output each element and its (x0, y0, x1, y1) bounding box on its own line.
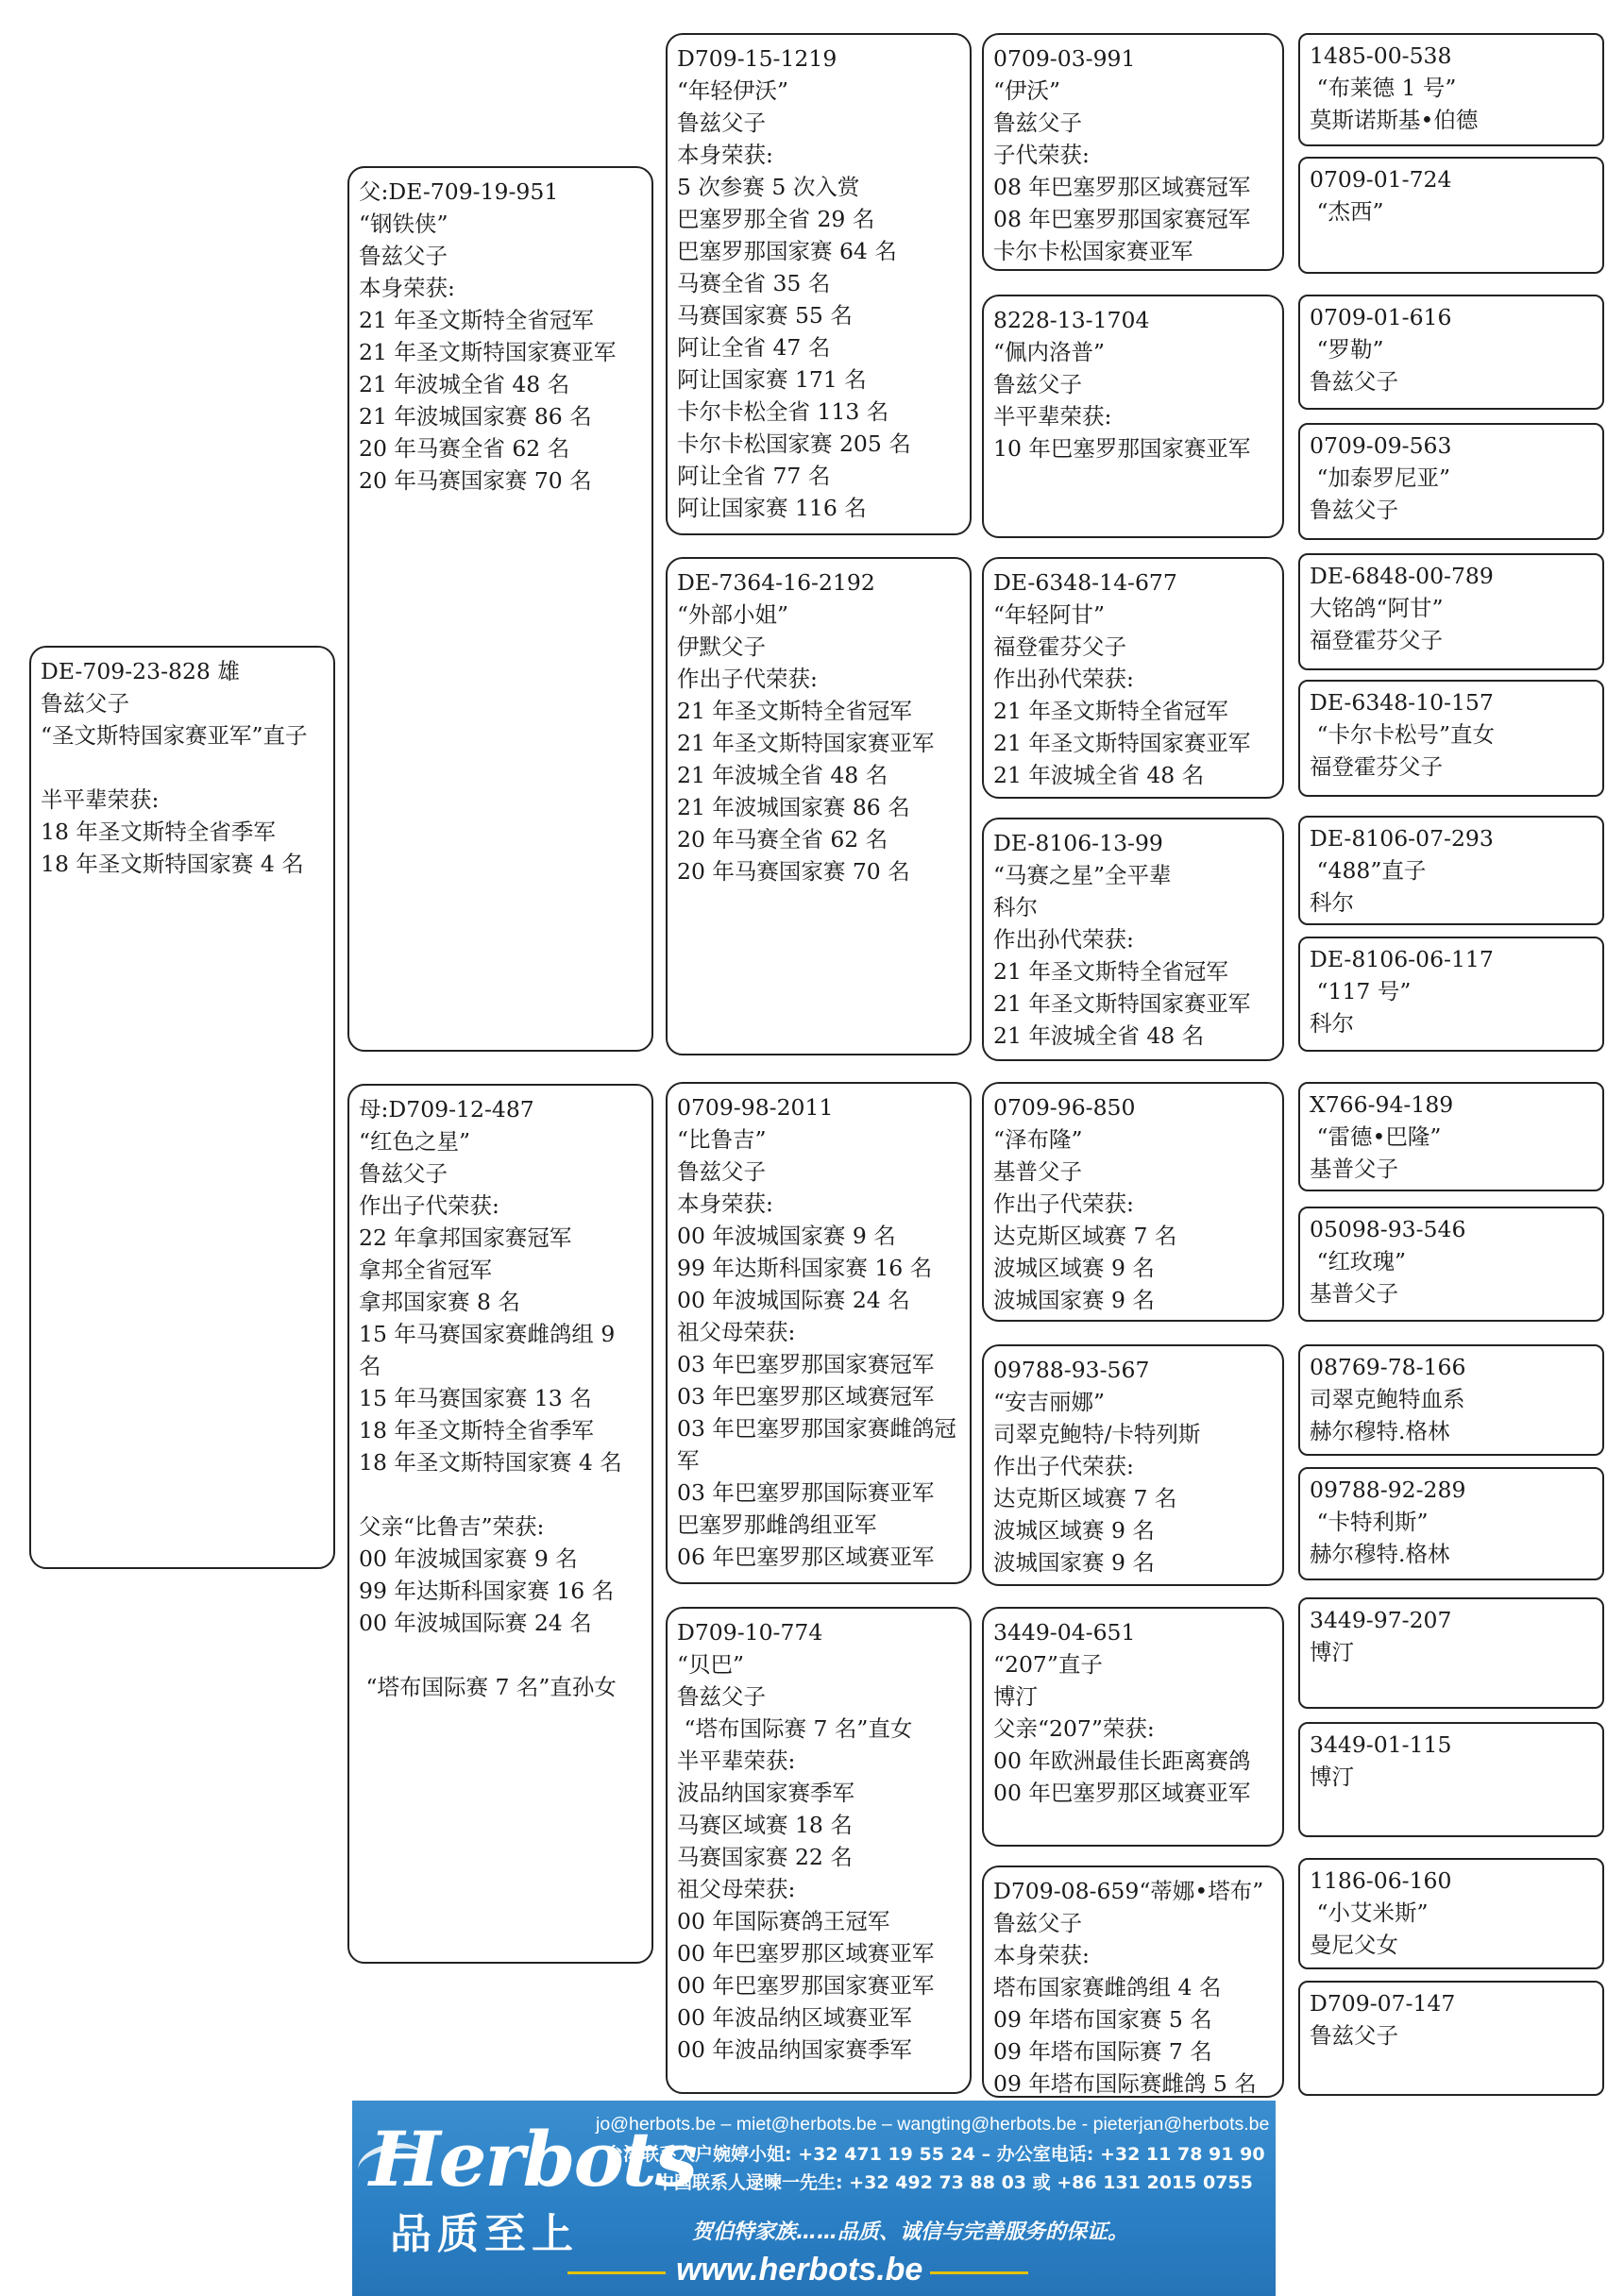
pedigree-gen5-6 (1298, 680, 1604, 797)
pedigree-gen4-4 (982, 818, 1284, 1061)
pedigree-gen4-2 (982, 295, 1284, 538)
pedigree-line: 09 年塔布国际赛雌鸽 5 名 (993, 2070, 1257, 2097)
pedigree-line: 作出孙代荣获: (993, 926, 1134, 953)
pedigree-line: 22 年拿邦国家赛冠军 (359, 1224, 572, 1251)
pedigree-line: 赫尔穆特.格林 (1310, 1418, 1450, 1444)
pedigree-gen4-6 (982, 1344, 1284, 1586)
pedigree-line: D709-10-774 (677, 1619, 823, 1646)
pedigree-gen4-7 (982, 1607, 1284, 1847)
pedigree-gen5-3 (1298, 295, 1604, 410)
pedigree-line: 波城区域赛 9 名 (993, 1517, 1155, 1544)
pedigree-line: 0709-09-563 (1310, 432, 1452, 459)
pedigree-line: 巴塞罗那国家赛 64 名 (677, 238, 897, 264)
pedigree-line: 03 年巴塞罗那国家赛冠军 (677, 1351, 935, 1377)
pedigree-line: 20 年马赛全省 62 名 (359, 435, 570, 462)
pedigree-line: D709-15-1219 (677, 45, 837, 72)
pedigree-line: 作出孙代荣获: (993, 666, 1134, 692)
pedigree-line: DE-6848-00-789 (1310, 563, 1494, 589)
pedigree-line: 塔布国家赛雌鸽组 4 名 (993, 1974, 1222, 2001)
pedigree-line: 阿让全省 47 名 (677, 334, 831, 361)
pedigree-line: 半平辈荣获: (993, 403, 1112, 430)
pedigree-line: “贝巴” (677, 1651, 745, 1678)
pedigree-line: 波品纳国家赛季军 (677, 1780, 854, 1806)
pedigree-gen5-10 (1298, 1207, 1604, 1322)
pedigree-line: 半平辈荣获: (41, 786, 160, 813)
pedigree-line: 20 年马赛国家赛 70 名 (359, 467, 592, 494)
pedigree-line: 鲁兹父子 (1310, 2022, 1398, 2049)
pedigree-line: 鲁兹父子 (1310, 368, 1398, 395)
pedigree-line: 本身荣获: (677, 1190, 773, 1217)
website-link[interactable]: www.herbots.be (676, 2252, 923, 2288)
pedigree-line: D709-07-147 (1310, 1990, 1456, 2017)
pedigree-line: 08 年巴塞罗那国家赛冠军 (993, 206, 1251, 232)
pedigree-gen5-16 (1298, 1981, 1604, 2096)
pedigree-line: 20 年马赛全省 62 名 (677, 826, 888, 853)
pedigree-line: 鲁兹父子 (1310, 497, 1398, 523)
pedigree-line: 21 年圣文斯特全省冠军 (993, 698, 1228, 724)
pedigree-line: “卡尔卡松号”直女 (1310, 721, 1496, 748)
pedigree-line: 21 年波城全省 48 名 (359, 371, 570, 397)
contact-china: 中国联系人逯暕一先生: +32 492 73 88 03 或 +86 131 2015 0755 (656, 2172, 1253, 2193)
pedigree-line: 03 年巴塞罗那国际赛亚军 (677, 1479, 935, 1506)
pedigree-dam-dam (666, 1607, 972, 2094)
pedigree-line: 0709-01-724 (1310, 166, 1452, 193)
pedigree-line: 21 年波城全省 48 名 (993, 1022, 1205, 1049)
pedigree-line: 21 年圣文斯特全省冠军 (359, 307, 594, 333)
pedigree-line: 00 年波城国际赛 24 名 (677, 1287, 910, 1313)
pedigree-line: 鲁兹父子 (993, 371, 1082, 397)
pedigree-line: 本身荣获: (359, 275, 455, 301)
pedigree-line: 阿让国家赛 116 名 (677, 495, 867, 521)
pedigree-line: 21 年圣文斯特国家赛亚军 (677, 730, 935, 756)
pedigree-line: “488”直子 (1310, 857, 1427, 884)
pedigree-line: 鲁兹父子 (677, 1683, 766, 1710)
divider (930, 2271, 1028, 2274)
pedigree-line: 父亲“207”荣获: (993, 1715, 1155, 1742)
pedigree-line: “207”直子 (993, 1651, 1103, 1678)
pedigree-line: “塔布国际赛 7 名”直孙女 (359, 1674, 617, 1700)
pedigree-line: “泽布隆” (993, 1126, 1083, 1153)
tagline: 贺伯特家族……品质、诚信与完善服务的保证。 (692, 2220, 1129, 2244)
pedigree-line: 鲁兹父子 (359, 1160, 448, 1187)
pedigree-line: “马赛之星”全平辈 (993, 862, 1172, 888)
pedigree-line: D709-08-659“蒂娜•塔布” (993, 1878, 1264, 1904)
pedigree-line: DE-7364-16-2192 (677, 569, 875, 596)
pedigree-line: 卡尔卡松全省 113 名 (677, 398, 889, 425)
pedigree-line: DE-8106-06-117 (1310, 946, 1494, 972)
pedigree-gen5-9 (1298, 1082, 1604, 1191)
pedigree-line: 拿邦全省冠军 (359, 1257, 492, 1283)
pedigree-line: “年轻阿甘” (993, 601, 1106, 628)
pedigree-line: 大铭鸽“阿甘” (1310, 595, 1444, 621)
pedigree-gen5-14 (1298, 1722, 1604, 1837)
pedigree-line: 00 年巴塞罗那区域赛亚军 (993, 1780, 1251, 1806)
pedigree-line: 1186-06-160 (1310, 1867, 1452, 1894)
pedigree-line: 21 年波城国家赛 86 名 (359, 403, 592, 430)
pedigree-gen5-15 (1298, 1858, 1604, 1969)
pedigree-line: 08 年巴塞罗那区域赛冠军 (993, 174, 1251, 200)
pedigree-line: “雷德•巴隆” (1310, 1123, 1442, 1150)
pedigree-line: 1485-00-538 (1310, 42, 1452, 69)
pedigree-line: 0709-98-2011 (677, 1094, 834, 1121)
pedigree-dam (347, 1084, 653, 1964)
contact-emails[interactable]: jo@herbots.be – miet@herbots.be – wangting@herbots.be - pieterjan@herbots.be (596, 2114, 1270, 2135)
pedigree-sire (347, 166, 653, 1052)
pedigree-line: “117 号” (1310, 978, 1412, 1004)
pedigree-line: 99 年达斯科国家赛 16 名 (359, 1578, 615, 1604)
pedigree-line: 0709-03-991 (993, 45, 1136, 72)
pedigree-line: 99 年达斯科国家赛 16 名 (677, 1255, 933, 1281)
pedigree-gen5-12 (1298, 1467, 1604, 1580)
pedigree-line: 0709-96-850 (993, 1094, 1136, 1121)
pedigree-line: DE-8106-13-99 (993, 830, 1163, 856)
pedigree-line: 子代荣获: (993, 142, 1090, 168)
pedigree-line: 福登霍芬父子 (993, 633, 1126, 660)
pedigree-line: 本身荣获: (993, 1942, 1090, 1968)
pedigree-line: 博汀 (993, 1683, 1038, 1710)
pedigree-line: 司翠克鲍特/卡特列斯 (993, 1421, 1201, 1447)
pedigree-sire-sire (666, 33, 972, 535)
pedigree-line: 09 年塔布国际赛 7 名 (993, 2038, 1212, 2065)
pedigree-dam-sire (666, 1082, 972, 1584)
pedigree-line: 伊默父子 (677, 633, 766, 660)
pedigree-line: 作出子代荣获: (993, 1453, 1134, 1479)
pedigree-line: 10 年巴塞罗那国家赛亚军 (993, 435, 1251, 462)
pedigree-line: 21 年圣文斯特国家赛亚军 (993, 730, 1251, 756)
pedigree-line: “罗勒” (1310, 336, 1384, 363)
pedigree-line: 阿让全省 77 名 (677, 463, 831, 489)
slogan: 品质至上 (390, 2210, 579, 2258)
pedigree-gen5-8 (1298, 937, 1604, 1052)
pedigree-line: 达克斯区域赛 7 名 (993, 1485, 1177, 1511)
pedigree-line: 21 年波城国家赛 86 名 (677, 794, 910, 820)
pedigree-line: DE-709-23-828 雄 (41, 658, 240, 684)
pedigree-line: “杰西” (1310, 198, 1384, 225)
pedigree-line: 21 年圣文斯特全省冠军 (677, 698, 912, 724)
pedigree-line: 21 年波城全省 48 名 (993, 762, 1205, 788)
pedigree-line: 05098-93-546 (1310, 1216, 1466, 1242)
pedigree-line: 00 年波品纳国家赛季军 (677, 2036, 912, 2063)
pedigree-line: 03 年巴塞罗那国家赛雌鸽冠军 (677, 1415, 956, 1474)
pedigree-line: 00 年波品纳区域赛亚军 (677, 2004, 912, 2031)
pedigree-line: 马赛国家赛 55 名 (677, 302, 853, 329)
pedigree-line: 基普父子 (993, 1158, 1082, 1185)
pedigree-gen4-1 (982, 33, 1284, 271)
pedigree-line: DE-6348-10-157 (1310, 689, 1494, 716)
pedigree-gen4-5 (982, 1082, 1284, 1322)
pedigree-line: “卡特利斯” (1310, 1509, 1429, 1535)
pedigree-line: 作出子代荣获: (993, 1190, 1134, 1217)
pedigree-line: 卡尔卡松国家赛亚军 (993, 238, 1193, 264)
pedigree-line: 00 年巴塞罗那国家赛亚军 (677, 1972, 935, 1999)
pedigree-line: 00 年波城国家赛 9 名 (359, 1545, 578, 1572)
pedigree-line: “佩内洛普” (993, 339, 1106, 365)
pedigree-line: 巴塞罗那雌鸽组亚军 (677, 1511, 877, 1538)
pedigree-line: 半平辈荣获: (677, 1747, 796, 1774)
pedigree-line: 马赛国家赛 22 名 (677, 1844, 853, 1870)
pedigree-line: 福登霍芬父子 (1310, 753, 1443, 780)
pedigree-sire-dam (666, 557, 972, 1055)
pedigree-line: 母:D709-12-487 (359, 1096, 534, 1123)
pedigree-gen4-3 (982, 557, 1284, 799)
pedigree-line: “加泰罗尼亚” (1310, 464, 1451, 491)
pedigree-line: 鲁兹父子 (677, 110, 766, 136)
pedigree-gen5-11 (1298, 1344, 1604, 1456)
pedigree-gen5-5 (1298, 553, 1604, 670)
pedigree-gen5-7 (1298, 816, 1604, 925)
pedigree-line: 卡尔卡松国家赛 205 名 (677, 430, 911, 457)
pedigree-line: 博汀 (1310, 1764, 1354, 1790)
pedigree-line: 司翠克鲍特血系 (1310, 1386, 1465, 1412)
pedigree-line: 5 次参赛 5 次入赏 (677, 174, 860, 200)
pedigree-line: 鲁兹父子 (677, 1158, 766, 1185)
pedigree-line: 曼尼父女 (1310, 1932, 1398, 1958)
pedigree-line: X766-94-189 (1310, 1091, 1454, 1118)
pedigree-line: 08769-78-166 (1310, 1354, 1466, 1380)
pedigree-line: “布莱德 1 号” (1310, 75, 1457, 101)
pedigree-line: 3449-04-651 (993, 1619, 1136, 1646)
pedigree-line: 8228-13-1704 (993, 307, 1150, 333)
pedigree-line: “年轻伊沃” (677, 77, 789, 104)
pedigree-line: 3449-97-207 (1310, 1607, 1452, 1633)
pedigree-line: “圣文斯特国家赛亚军”直子 (41, 722, 308, 749)
pedigree-gen5-2 (1298, 157, 1604, 274)
footer-banner (352, 2101, 1276, 2296)
pedigree-line: DE-8106-07-293 (1310, 825, 1494, 852)
pedigree-line: 博汀 (1310, 1639, 1354, 1665)
pedigree-subject (29, 646, 335, 1569)
pedigree-line: “钢铁侠” (359, 211, 448, 237)
pedigree-line: 09788-93-567 (993, 1357, 1150, 1383)
pedigree-line: 鲁兹父子 (41, 690, 129, 717)
pedigree-line: 00 年国际赛鸽王冠军 (677, 1908, 890, 1934)
pedigree-line: 科尔 (1310, 1010, 1354, 1037)
pedigree-gen5-4 (1298, 423, 1604, 540)
pedigree-line: 03 年巴塞罗那区域赛冠军 (677, 1383, 935, 1410)
pedigree-line: 0709-01-616 (1310, 304, 1452, 330)
pedigree-line: “安吉丽娜” (993, 1389, 1106, 1415)
pedigree-line: 00 年欧洲最佳长距离赛鸽 (993, 1747, 1251, 1774)
pedigree-line: 本身荣获: (677, 142, 773, 168)
contact-taiwan: 台湾联系人户婉婷小姐: +32 471 19 55 24 – 办公室电话: +32 11 78 91 90 (605, 2144, 1265, 2165)
pedigree-line: “小艾米斯” (1310, 1899, 1429, 1926)
pedigree-line: 18 年圣文斯特国家赛 4 名 (359, 1449, 622, 1476)
pedigree-line: 21 年波城全省 48 名 (677, 762, 888, 788)
pedigree-line: “外部小姐” (677, 601, 789, 628)
pedigree-line (41, 751, 324, 784)
pedigree-line: 15 年马赛国家赛 13 名 (359, 1385, 592, 1411)
pedigree-line: “红色之星” (359, 1128, 471, 1155)
pedigree-gen5-1 (1298, 33, 1604, 146)
pedigree-line: 鲁兹父子 (993, 1910, 1082, 1936)
pedigree-line: 巴塞罗那全省 29 名 (677, 206, 875, 232)
pedigree-line: 3449-01-115 (1310, 1731, 1452, 1758)
pedigree-line: 马赛全省 35 名 (677, 270, 831, 296)
pedigree-line: 达克斯区域赛 7 名 (993, 1223, 1177, 1249)
pedigree-line: 作出子代荣获: (359, 1192, 499, 1219)
pedigree-line: 00 年巴塞罗那区域赛亚军 (677, 1940, 935, 1967)
pedigree-line (359, 1478, 642, 1511)
pedigree-line: 拿邦国家赛 8 名 (359, 1289, 520, 1315)
pedigree-line: 科尔 (1310, 889, 1354, 916)
pedigree-line: 马赛区域赛 18 名 (677, 1812, 853, 1838)
pedigree-line: 福登霍芬父子 (1310, 627, 1443, 653)
pedigree-line: DE-6348-14-677 (993, 569, 1177, 596)
pedigree-line: 18 年圣文斯特全省季军 (359, 1417, 594, 1443)
pedigree-line: 21 年圣文斯特国家赛亚军 (359, 339, 617, 365)
pedigree-line: 20 年马赛国家赛 70 名 (677, 858, 910, 885)
pedigree-line: 基普父子 (1310, 1156, 1398, 1182)
pedigree-line: 00 年波城国际赛 24 名 (359, 1610, 592, 1636)
pedigree-line: 21 年圣文斯特国家赛亚军 (993, 990, 1251, 1017)
pedigree-line: 波城国家赛 9 名 (993, 1549, 1155, 1576)
pedigree-line: 莫斯诺斯基•伯德 (1310, 107, 1479, 133)
pedigree-line: 15 年马赛国家赛雌鸽组 9 名 (359, 1321, 622, 1379)
pedigree-line: 06 年巴塞罗那区域赛亚军 (677, 1544, 935, 1570)
pedigree-line: 父:DE-709-19-951 (359, 178, 559, 205)
pedigree-line: 赫尔穆特.格林 (1310, 1541, 1450, 1567)
pedigree-line: 基普父子 (1310, 1280, 1398, 1307)
pedigree-line: 鲁兹父子 (359, 243, 448, 269)
pedigree-line: 阿让国家赛 171 名 (677, 366, 867, 393)
pedigree-line: 科尔 (993, 894, 1038, 920)
brand-logo: Herbots (369, 2115, 696, 2203)
pedigree-gen5-13 (1298, 1597, 1604, 1709)
pedigree-line (359, 1639, 642, 1671)
pedigree-line: 21 年圣文斯特全省冠军 (993, 958, 1228, 985)
divider (567, 2271, 666, 2274)
pedigree-line: “红玫瑰” (1310, 1248, 1407, 1275)
pedigree-line: 波城国家赛 9 名 (993, 1287, 1155, 1313)
pedigree-line: 09 年塔布国家赛 5 名 (993, 2006, 1212, 2033)
pedigree-line: 祖父母荣获: (677, 1876, 796, 1902)
pedigree-line: 18 年圣文斯特国家赛 4 名 (41, 851, 304, 877)
pedigree-line: 鲁兹父子 (993, 110, 1082, 136)
pedigree-line: 18 年圣文斯特全省季军 (41, 819, 276, 845)
pedigree-line: 波城区域赛 9 名 (993, 1255, 1155, 1281)
pedigree-line: 作出子代荣获: (677, 666, 818, 692)
pedigree-line: 父亲“比鲁吉”荣获: (359, 1513, 545, 1540)
pedigree-line: 祖父母荣获: (677, 1319, 796, 1345)
pedigree-line: 00 年波城国家赛 9 名 (677, 1223, 896, 1249)
pedigree-gen4-8 (982, 1866, 1284, 2098)
pedigree-line: “比鲁吉” (677, 1126, 767, 1153)
pedigree-line: “伊沃” (993, 77, 1061, 104)
pedigree-line: 09788-92-289 (1310, 1477, 1466, 1503)
pedigree-line: “塔布国际赛 7 名”直女 (677, 1715, 913, 1742)
